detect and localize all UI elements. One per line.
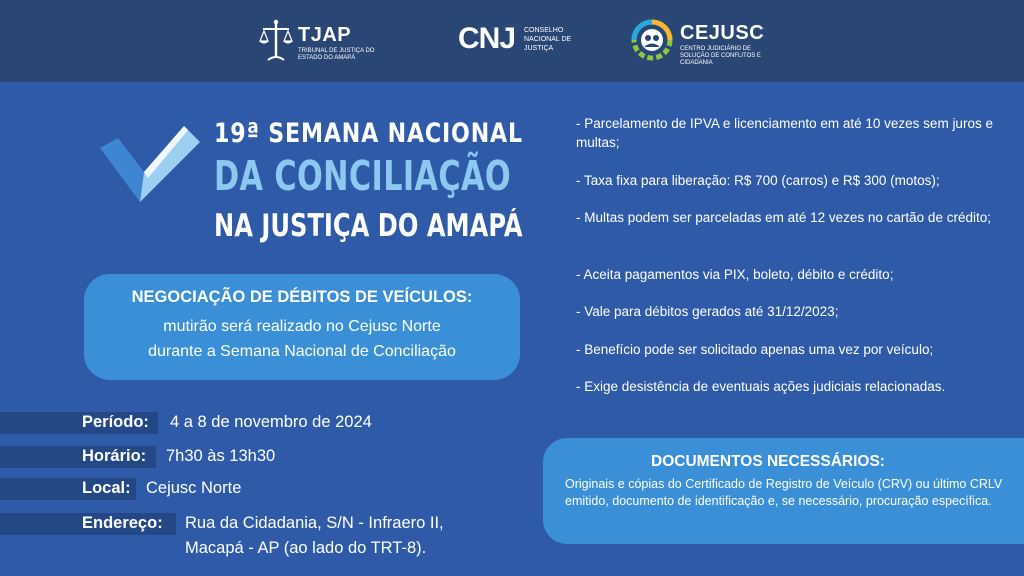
list-item: - Parcelamento de IPVA e licenciamento em até 10 vezes sem juros e multas; [576,116,993,150]
cejusc-gear-icon [630,18,674,62]
cnj-logo [458,18,578,64]
tjap-subtitle: TRIBUNAL DE JUSTIÇA DO ESTADO DO AMAPÁ [298,48,375,61]
cnj-subtitle: CONSELHO NACIONAL DE JUSTIÇA [524,27,572,52]
list-item: - Exige desistência de eventuais ações judiciais relacionadas. [576,379,946,394]
periodo-value: 4 a 8 de novembro de 2024 [170,413,372,431]
title-line-1: 19ª SEMANA NACIONAL [214,118,523,149]
negotiation-line-1: mutirão será realizado no Cejusc Norte [163,318,441,335]
negotiation-line-2: durante a Semana Nacional de Conciliação [148,343,456,360]
cnj-name: CNJ [458,22,516,55]
local-label: Local: [82,479,131,497]
endereco-line-2: Macapá - AP (ao lado do TRT-8). [185,539,427,557]
endereco-label: Endereço: [82,514,163,532]
header-bar [0,0,1024,82]
documents-heading: DOCUMENTOS NECESSÁRIOS: [651,453,885,470]
checkmark-icon [96,120,206,206]
list-item: - Taxa fixa para liberação: R$ 700 (carros) e R$ 300 (motos); [576,173,940,188]
cejusc-name: CEJUSC [680,22,765,44]
cejusc-logo [630,18,780,64]
negotiation-heading: NEGOCIAÇÃO DE DÉBITOS DE VEÍCULOS: [131,288,473,306]
documents-text: Originais e cópias do Certificado de Registro de Veículo (CRV) ou último CRLV emitido, documento de identificação e, se necessário, procuração específica. [565,477,1003,508]
tjap-logo [258,18,375,64]
title-line-3: NA JUSTIÇA DO AMAPÁ [214,208,523,244]
list-item: - Benefício pode ser solicitado apenas uma vez por veículo; [576,342,934,357]
title-line-2: DA CONCILIAÇÃO [214,152,512,200]
periodo-label: Período: [82,413,149,431]
local-value: Cejusc Norte [146,479,242,497]
list-item: - Vale para débitos gerados até 31/12/2023; [576,304,839,319]
list-item: - Aceita pagamentos via PIX, boleto, débito e crédito; [576,267,894,282]
horario-label: Horário: [82,447,147,465]
documents-box [543,438,1024,544]
scales-of-justice-icon [258,18,294,62]
list-item: - Multas podem ser parceladas em até 12 vezes no cartão de crédito; [576,210,991,225]
tjap-name: TJAP [298,24,352,46]
cejusc-subtitle: CENTRO JUDICIÁRIO DE SOLUÇÃO DE CONFLITOS E CIDADANIA [680,46,761,66]
horario-value: 7h30 às 13h30 [166,447,276,465]
endereco-line-1: Rua da Cidadania, S/N - Infraero II, [185,514,444,532]
negotiation-box [84,274,520,380]
